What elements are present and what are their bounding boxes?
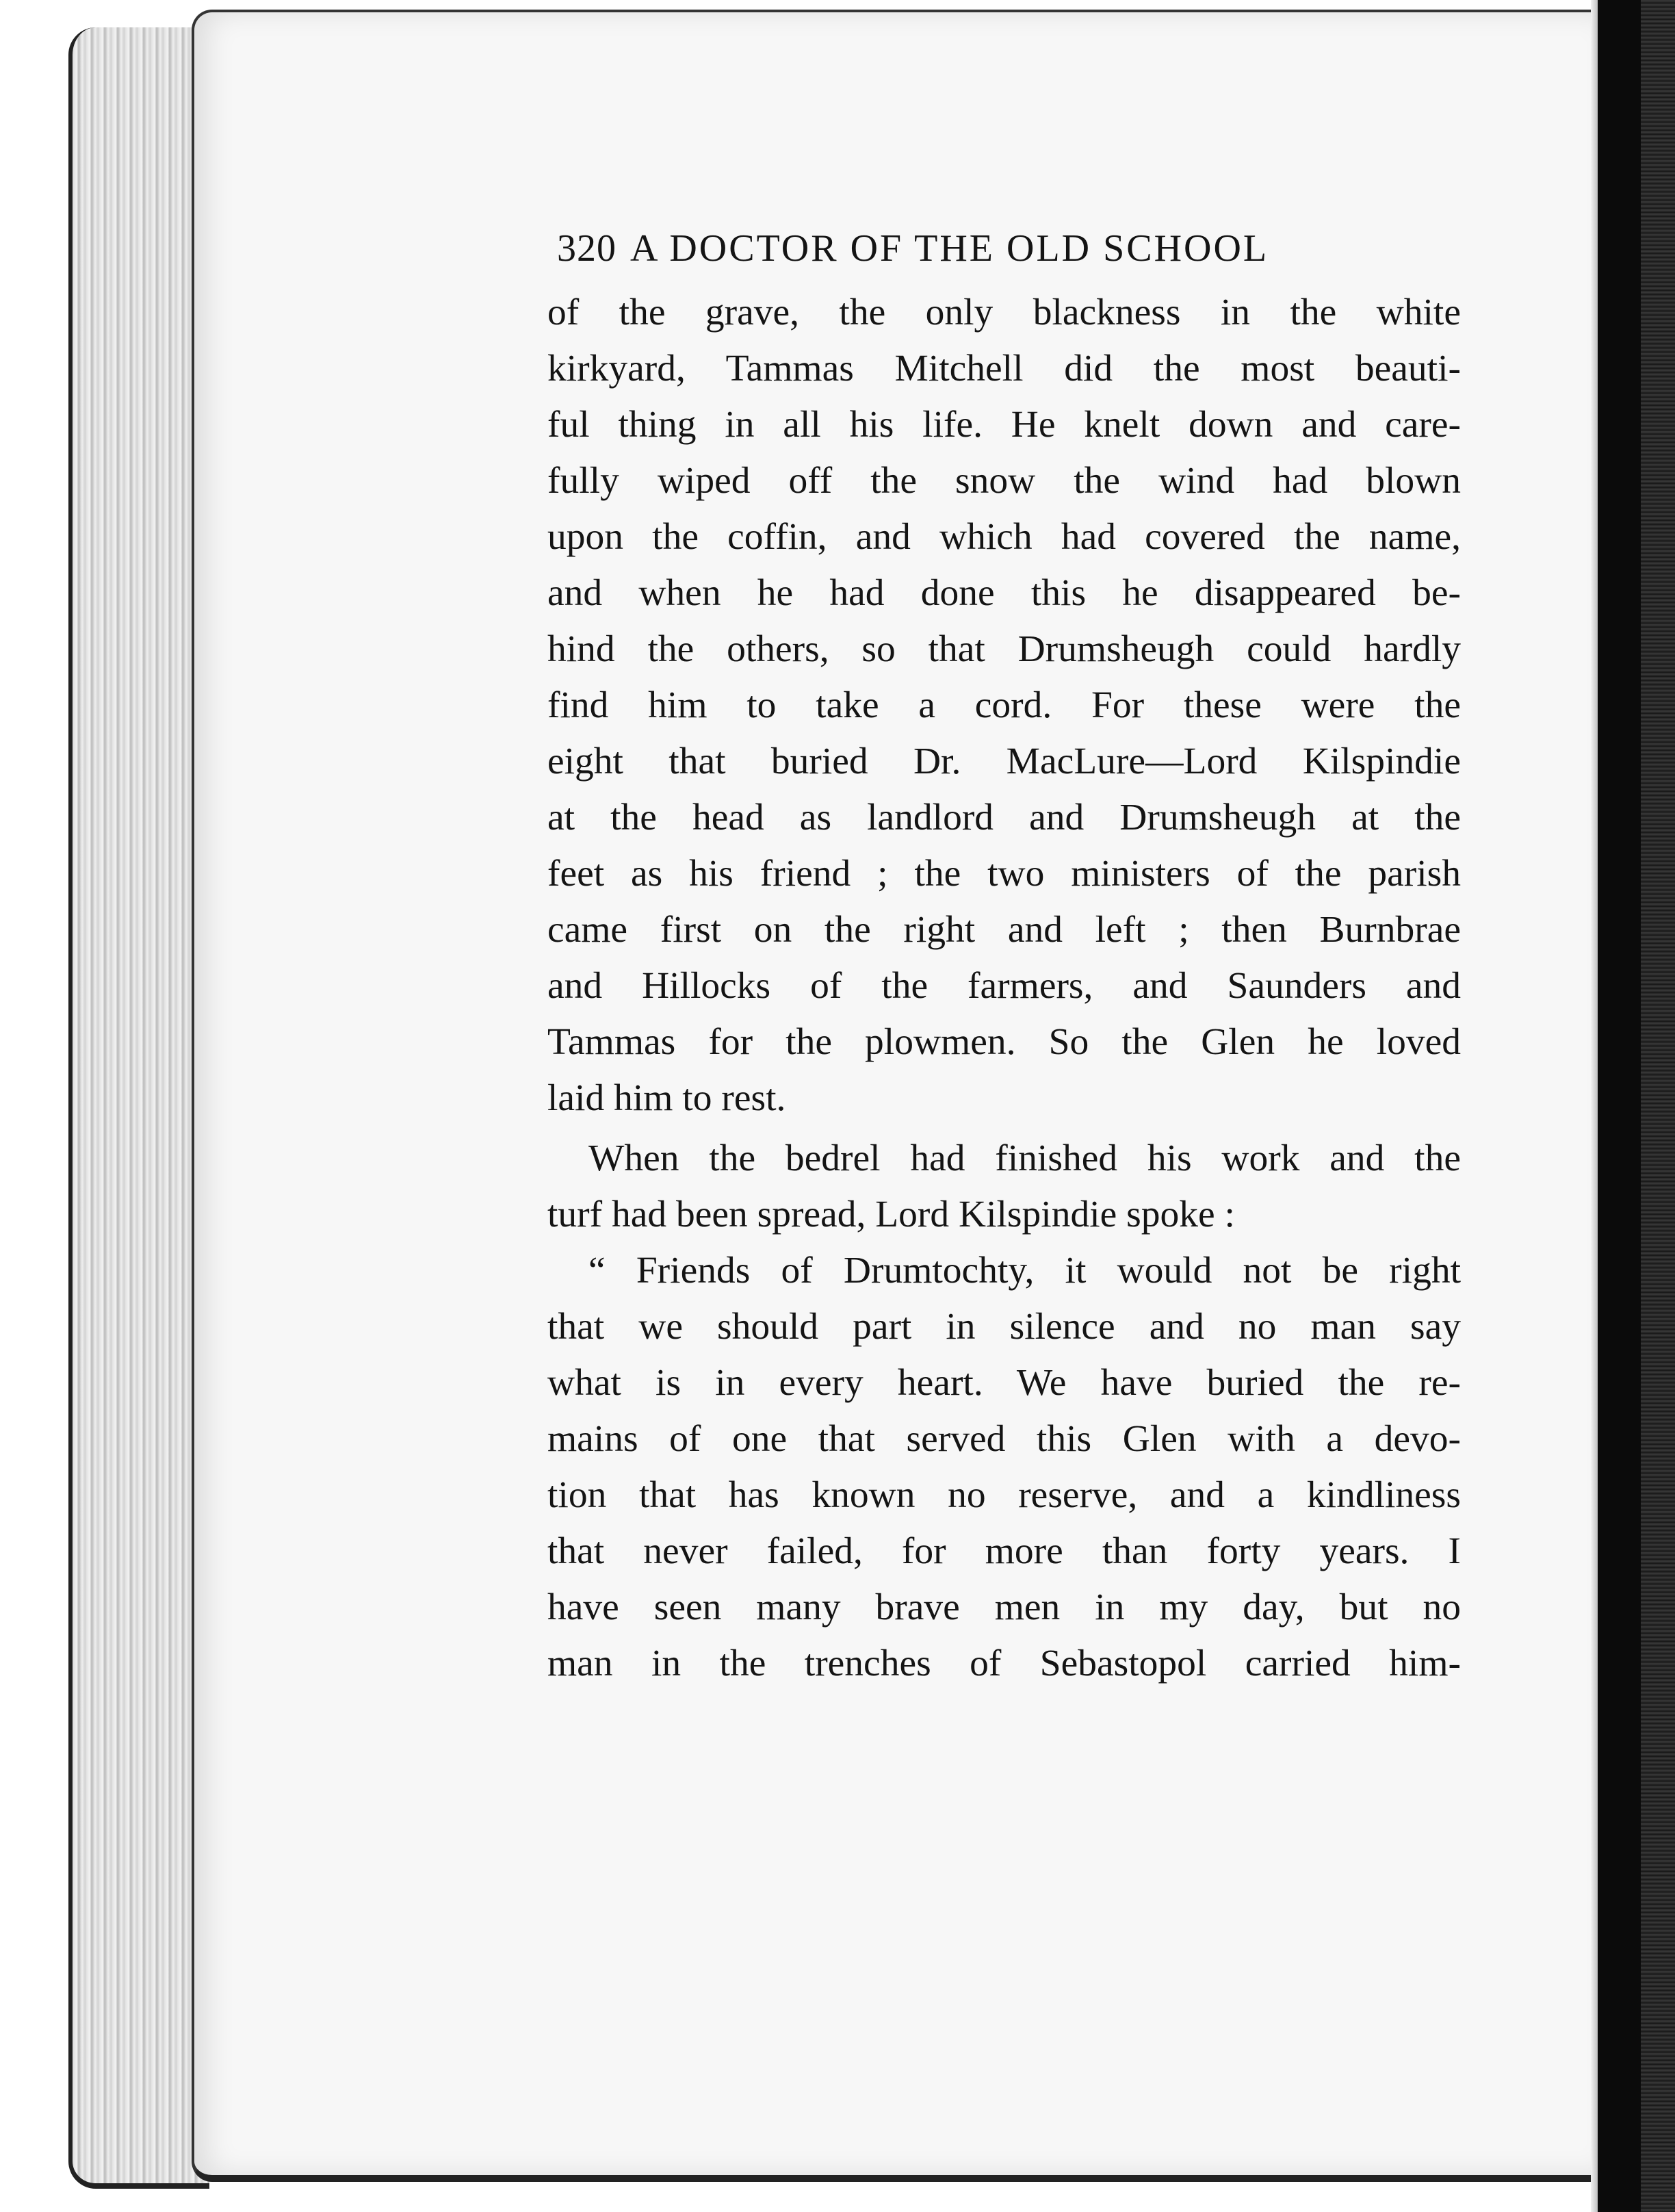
page-number: 320 [557, 227, 616, 270]
paragraph-3 [547, 1243, 1461, 1692]
text-line: “ Friends of Drumtochty, it would not be right [588, 1250, 1461, 1291]
text-line: mains of one that served this Glen with a devo- [547, 1418, 1461, 1460]
text-line: came first on the right and left ; then Burnbrae [547, 909, 1461, 951]
running-head-title: A DOCTOR OF THE OLD SCHOOL [630, 227, 1269, 270]
text-line: that we should part in silence and no man say [547, 1306, 1461, 1348]
running-head [557, 218, 1461, 279]
cover-cloth [1641, 0, 1675, 2212]
text-line: turf had been spread, Lord Kilspindie spoke : [547, 1194, 1235, 1235]
text-line: what is in every heart. We have buried the re- [547, 1362, 1461, 1404]
text-line: tion that has known no reserve, and a kindliness [547, 1474, 1461, 1516]
text-line: have seen many brave men in my day, but no [547, 1586, 1461, 1628]
text-line: at the head as landlord and Drumsheugh at the [547, 797, 1461, 838]
text-line: upon the coffin, and which had covered the name, [547, 516, 1461, 558]
text-line: find him to take a cord. For these were the [547, 684, 1461, 726]
book-page-edges [68, 27, 209, 2189]
text-line: kirkyard, Tammas Mitchell did the most beauti- [547, 348, 1461, 389]
text-line: and Hillocks of the farmers, and Saunders and [547, 965, 1461, 1007]
text-line: feet as his friend ; the two ministers of the parish [547, 853, 1461, 895]
text-line: and when he had done this he disappeared be- [547, 572, 1461, 614]
text-line: eight that buried Dr. MacLure—Lord Kilspindie [547, 741, 1461, 782]
text-line: hind the others, so that Drumsheugh could hardly [547, 628, 1461, 670]
text-block [547, 218, 1461, 1692]
text-line: fully wiped off the snow the wind had blown [547, 460, 1461, 502]
paragraph-1 [547, 285, 1461, 1127]
text-line: Tammas for the plowmen. So the Glen he loved [547, 1021, 1461, 1063]
text-line: laid him to rest. [547, 1077, 786, 1119]
text-line: When the bedrel had finished his work and the [588, 1137, 1461, 1179]
paragraph-2 [547, 1131, 1461, 1243]
text-line: ful thing in all his life. He knelt down and care- [547, 404, 1461, 446]
text-line: of the grave, the only blackness in the white [547, 292, 1461, 333]
text-line: man in the trenches of Sebastopol carried him- [547, 1643, 1461, 1684]
text-line: that never failed, for more than forty years. I [547, 1530, 1461, 1572]
